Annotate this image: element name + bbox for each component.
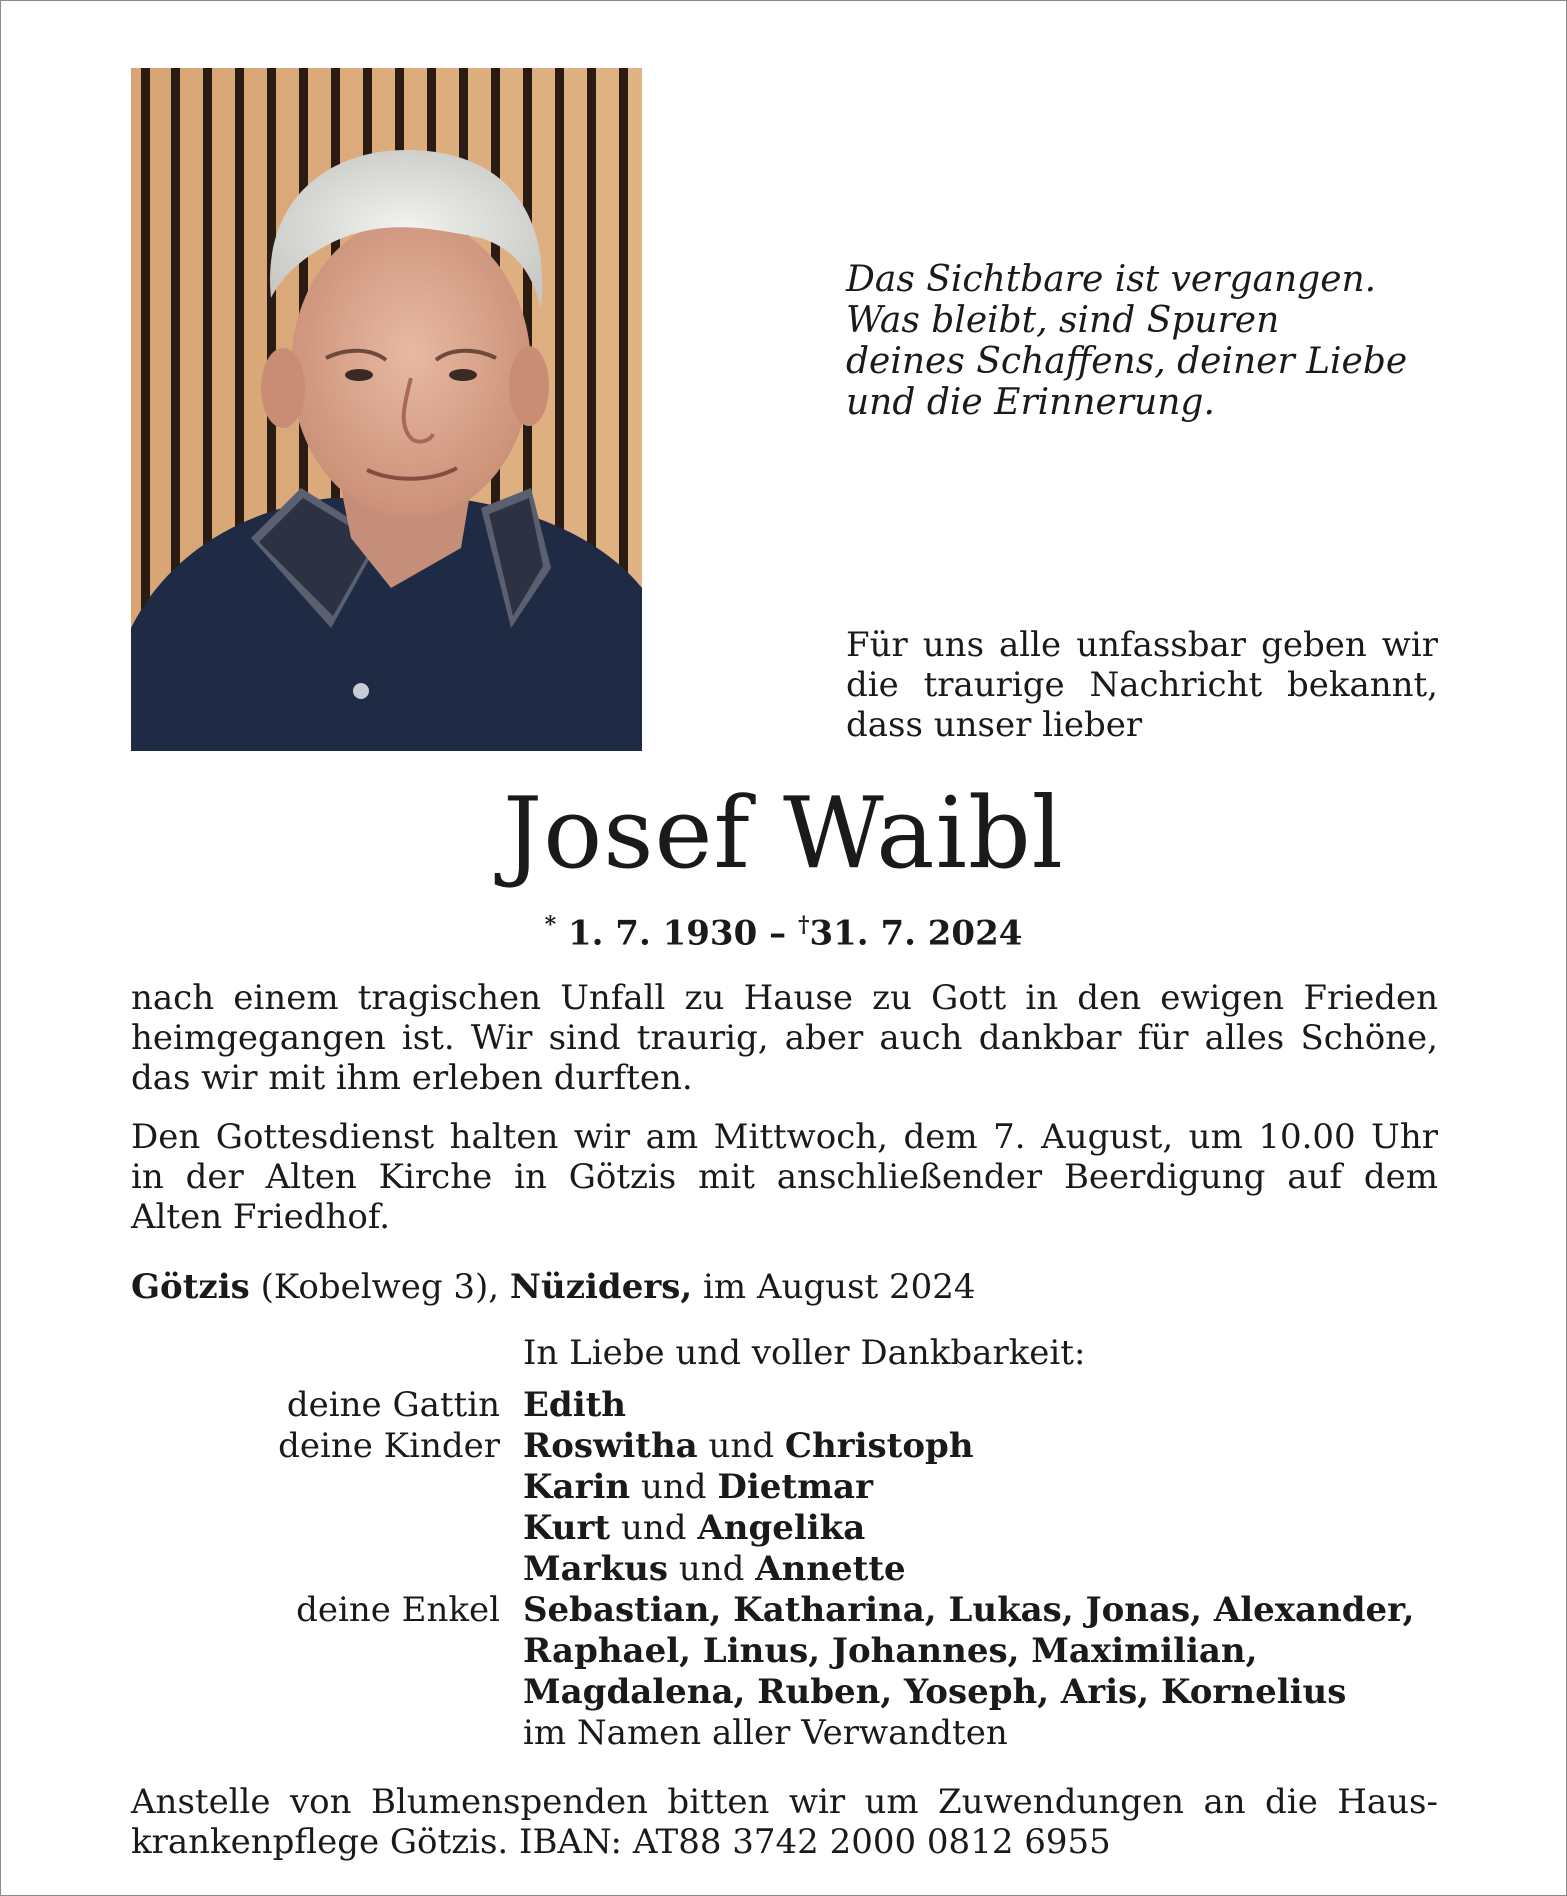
town-name: Nüziders, — [509, 1267, 693, 1307]
conjunction: und — [620, 1508, 687, 1548]
family-name: Raphael, Linus, Johannes, Maximilian, — [523, 1631, 1258, 1671]
family-name: Edith — [523, 1385, 627, 1425]
family-row — [1, 1385, 1566, 1426]
intro-line: Für uns alle unfassbar geben wir — [846, 625, 1438, 665]
deceased-name: Josef Waibl — [502, 777, 1065, 891]
quote-line: Das Sichtbare ist vergangen. — [846, 259, 1377, 300]
quote-line: Was bleibt, sind Spuren — [846, 300, 1280, 341]
death-date: 31. 7. 2024 — [809, 913, 1023, 954]
family-row — [1, 1549, 1566, 1590]
notice-date: im August 2024 — [703, 1267, 976, 1307]
paragraph-line: heimgegangen ist. Wir sind traurig, aber auch dankbar für alles Schöne, — [131, 1018, 1438, 1058]
birth-symbol: * — [544, 912, 557, 938]
place-and-date — [131, 1267, 976, 1307]
intro-text — [846, 625, 1438, 745]
announcement-paragraph — [131, 978, 1438, 1098]
relation-label: deine Gattin — [286, 1385, 500, 1425]
town-name: Götzis — [131, 1267, 250, 1307]
donation-note — [131, 1782, 1438, 1862]
address: (Kobelweg 3), — [260, 1267, 500, 1307]
life-dates — [1, 905, 1566, 953]
family-row — [1, 1467, 1566, 1508]
birth-date: 1. 7. 1930 — [567, 913, 758, 954]
family-name: Roswitha — [523, 1426, 698, 1466]
conjunction: und — [708, 1426, 775, 1466]
death-symbol: † — [797, 912, 810, 938]
conjunction: und — [640, 1467, 707, 1507]
family-name: Markus — [523, 1549, 668, 1589]
paragraph-line: das wir mit ihm erleben durften. — [131, 1058, 693, 1098]
closing-line: In Liebe und voller Dankbarkeit: — [523, 1333, 1086, 1373]
portrait-illustration — [131, 68, 642, 751]
family-name: Christoph — [784, 1426, 974, 1466]
service-paragraph — [131, 1117, 1438, 1237]
relatives-line: im Namen aller Verwandten — [523, 1713, 1008, 1753]
relation-label: deine Kinder — [278, 1426, 500, 1466]
family-row — [1, 1590, 1566, 1631]
family-list — [1, 1385, 1566, 1754]
family-row — [1, 1426, 1566, 1467]
paragraph-line: nach einem tragischen Unfall zu Hause zu Gott in den ewigen Frieden — [131, 978, 1438, 1018]
date-separator: – — [769, 913, 787, 954]
paragraph-line: in der Alten Kirche in Götzis mit anschließender Beerdigung auf dem — [131, 1157, 1438, 1197]
paragraph-line: Alten Friedhof. — [131, 1197, 391, 1237]
conjunction: und — [678, 1549, 745, 1589]
quote-line: und die Erinnerung. — [846, 382, 1215, 423]
intro-line: die traurige Nachricht bekannt, — [846, 665, 1438, 705]
footer-line: Anstelle von Blumenspenden bitten wir um Zuwendungen an die Haus- — [131, 1782, 1438, 1822]
family-name: Sebastian, Katharina, Lukas, Jonas, Alexander, — [523, 1590, 1415, 1630]
intro-line: dass unser lieber — [846, 705, 1143, 745]
family-name: Dietmar — [717, 1467, 873, 1507]
family-name: Kurt — [523, 1508, 611, 1548]
relation-label: deine Enkel — [296, 1590, 500, 1630]
family-row — [1, 1508, 1566, 1549]
family-name: Magdalena, Ruben, Yoseph, Aris, Kornelius — [523, 1672, 1347, 1712]
family-row — [1, 1672, 1566, 1713]
memorial-quote — [846, 259, 1486, 423]
family-name: Karin — [523, 1467, 631, 1507]
family-name: Angelika — [697, 1508, 866, 1548]
quote-line: deines Schaffens, deiner Liebe — [846, 341, 1408, 382]
portrait-photo — [131, 68, 642, 751]
family-name: Annette — [755, 1549, 906, 1589]
family-row — [1, 1713, 1566, 1754]
footer-line: krankenpflege Götzis. IBAN: AT88 3742 2000 0812 6955 — [131, 1822, 1111, 1862]
paragraph-line: Den Gottesdienst halten wir am Mittwoch, dem 7. August, um 10.00 Uhr — [131, 1117, 1438, 1157]
family-row — [1, 1631, 1566, 1672]
